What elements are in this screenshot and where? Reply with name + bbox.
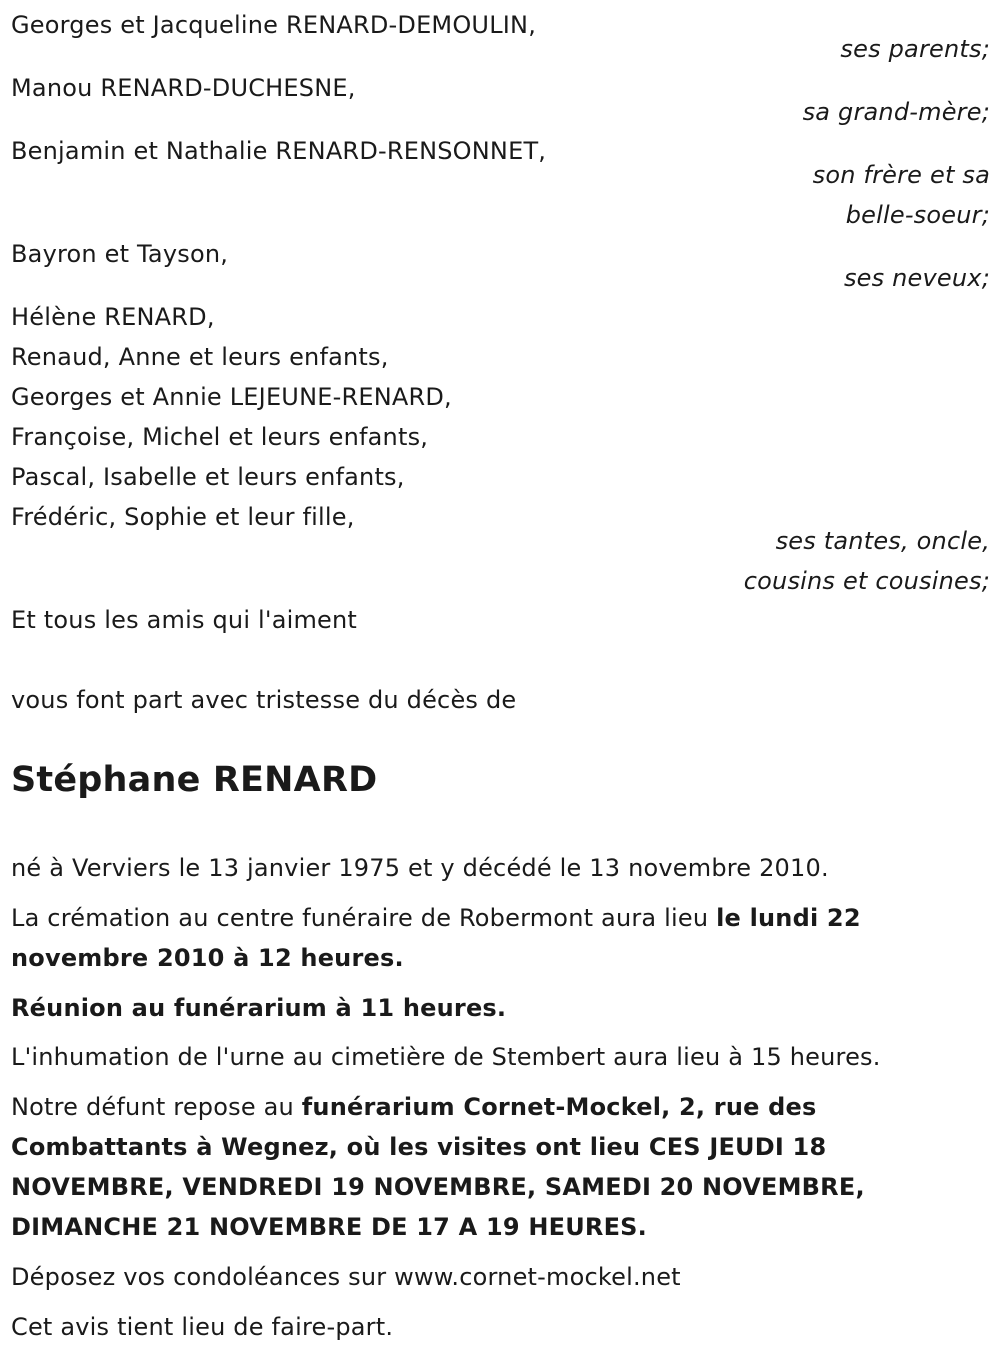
nephews-role: ses neveux; <box>843 264 990 292</box>
friends-line: Et tous les amis qui l'aiment <box>11 606 358 634</box>
brother-role-line2: belle-soeur; <box>845 201 990 229</box>
relative-line: Pascal, Isabelle et leurs enfants, <box>11 463 405 491</box>
cremation-paragraph <box>11 898 996 978</box>
grandmother-name: Manou RENARD-DUCHESNE, <box>11 74 356 102</box>
parents-role: ses parents; <box>840 35 990 63</box>
parents-names: Georges et Jacqueline RENARD-DEMOULIN, <box>11 11 537 39</box>
cremation-date: le lundi 22 novembre 2010 à 12 heures. <box>11 904 861 972</box>
deceased-name: Stéphane RENARD <box>11 760 378 800</box>
birth-death-line: né à Verviers le 13 janvier 1975 et y décédé le 13 novembre 2010. <box>11 854 829 882</box>
cremation-text: La crémation au centre funéraire de Robermont aura lieu <box>11 904 717 932</box>
relative-line: Hélène RENARD, <box>11 303 215 331</box>
rest-text: Notre défunt repose au <box>11 1093 302 1121</box>
rest-details: funérarium Cornet-Mockel, 2, rue des Combattants à Wegnez, où les visites ont lieu CES JEUDI 18 NOVEMBRE, VENDREDI 19 NOVEMBRE, SAMEDI 20 NOVEMBRE, DIMANCHE 21 NOVEMBRE DE 17 A 19 HEURES. <box>11 1093 865 1241</box>
brother-role-line1: son frère et sa <box>812 161 990 189</box>
urn-line: L'inhumation de l'urne au cimetière de Stembert aura lieu à 15 heures. <box>11 1043 881 1071</box>
brother-names: Benjamin et Nathalie RENARD-RENSONNET, <box>11 137 547 165</box>
rest-paragraph <box>11 1087 996 1247</box>
relatives-role-line2: cousins et cousines; <box>743 567 990 595</box>
relative-line: Frédéric, Sophie et leur fille, <box>11 503 355 531</box>
condolences-line: Déposez vos condoléances sur www.cornet-mockel.net <box>11 1263 681 1291</box>
notice-line: Cet avis tient lieu de faire-part. <box>11 1313 394 1341</box>
meeting-line: Réunion au funérarium à 11 heures. <box>11 994 507 1022</box>
relative-line: Renaud, Anne et leurs enfants, <box>11 343 389 371</box>
relatives-role-line1: ses tantes, oncle, <box>775 527 990 555</box>
nephews-names: Bayron et Tayson, <box>11 240 229 268</box>
relative-line: Georges et Annie LEJEUNE-RENARD, <box>11 383 452 411</box>
grandmother-role: sa grand-mère; <box>802 98 990 126</box>
announcement-line: vous font part avec tristesse du décès de <box>11 686 517 714</box>
relative-line: Françoise, Michel et leurs enfants, <box>11 423 429 451</box>
